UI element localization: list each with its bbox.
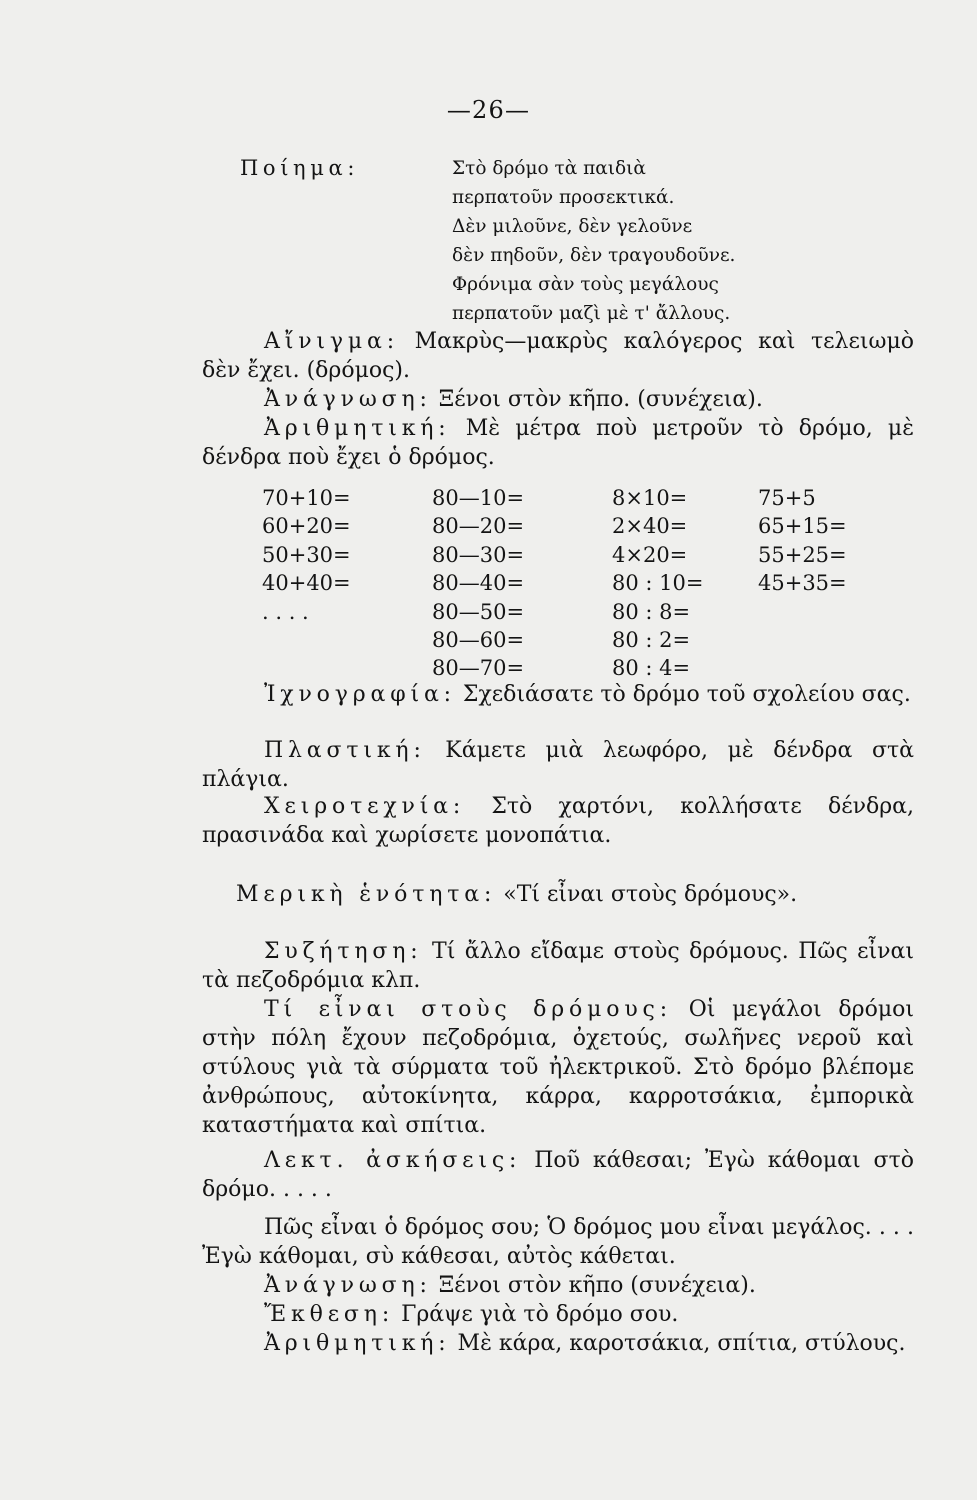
math-item: 4×20= [612,542,688,567]
poem-line: περπατοῦν προσεκτικά. [452,187,675,208]
poem-line: Δὲν μιλοῦνε, δὲν γελοῦνε [452,216,693,237]
poem-line: Στὸ δρόμο τὰ παιδιὰ [452,158,646,179]
poem-line: δὲν πηδοῦν, δὲν τραγουδοῦνε. [452,245,736,266]
math-column-subtraction [432,484,524,683]
arithmitiki2-label: Ἀριθμητική: [264,1331,451,1356]
ti-einai-paragraph [202,995,914,1140]
syzitisi-text: Τί ἄλλο εἴδαμε στοὺς δρόμους. Πῶς εἶναι τὰ πεζοδρόμια κλπ. [202,939,914,993]
math-item: 80—10= [432,486,525,510]
page-number: —26— [446,96,531,124]
poem-label: Ποίημα: [240,156,360,180]
math-item: 75+5 [758,486,816,510]
ekthesi-paragraph [202,1300,914,1329]
cheirotechnia-text: Στὸ χαρτόνι, κολλήσατε δένδρα, πρασινάδα καὶ χωρίσετε μονοπάτια. [202,794,914,848]
math-item: 80—30= [432,542,525,567]
ekthesi-label: Ἔκθεση: [264,1302,395,1327]
plastiki-label: Πλαστική: [264,738,426,763]
ti-einai-text: Οἱ μεγάλοι δρόμοι στὴν πόλη ἔχουν πεζοδρόμια, ὀχετούς, σωλῆνες νεροῦ καὶ στύλους γιὰ τὰ σύρματα τοῦ ἠλεκτρικοῦ. Στὸ δρόμο βλέπομε ἀνθρώπους, αὐτοκίνητα, κάρρα, καρροτσάκια, ἐμπορικὰ καταστήματα καὶ σπίτια. [202,997,914,1138]
arithmitiki2-paragraph [202,1329,914,1358]
meriki-label: Μερικὴ ἑνότητα: [236,882,497,907]
ti-einai-label: Τί εἶναι στοὺς δρόμους: [264,997,672,1022]
syzitisi-label: Συζήτηση: [264,939,423,964]
cheirotechnia-label: Χειροτεχνία: [264,794,466,819]
math-item: 2×40= [612,514,688,539]
math-item: 80—50= [432,599,525,624]
ainigma-paragraph [202,327,914,385]
arithmitiki-paragraph [202,414,914,472]
cheirotechnia-paragraph [202,792,914,850]
math-item: 80 : 2= [612,627,691,652]
math-item: 80 : 8= [612,599,691,624]
arithmitiki-label: Ἀριθμητική: [264,416,451,441]
anagnosi-paragraph [202,385,914,414]
ainigma-label: Αἴνιγμα: [264,329,399,354]
math-item: 80—40= [432,571,525,596]
arithmitiki-text: Μὲ μέτρα ποὺ μετροῦν τὸ δρόμο, μὲ δένδρα ποὺ ἔχει ὁ δρόμος. [202,416,914,470]
poem-line: περπατοῦν μαζὶ μὲ τ' ἄλλους. [452,303,731,324]
math-item: 80—70= [432,656,525,681]
lekt-paragraph [202,1146,914,1204]
math-column-addition-2 [758,484,847,598]
math-item: 60+20= [262,514,351,539]
syzitisi-paragraph [202,937,914,995]
poem-text [452,154,735,328]
meriki-text: «Τί εἶναι στοὺς δρόμους». [496,882,798,907]
pos-einai-text: Πῶς εἶναι ὁ δρόμος σου; Ὁ δρόμος μου εἶναι μεγάλος. . . . Ἐγὼ κάθομαι, σὺ κάθεσαι, αὐτὸς κάθεται. [202,1215,914,1269]
math-item: 80 : 10= [612,571,704,596]
lekt-text: Ποῦ κάθεσαι; Ἐγὼ κάθομαι στὸ δρόμο. . . . . [202,1148,914,1202]
anagnosi-text: Ξένοι στὸν κῆπο. (συνέχεια). [431,387,763,412]
ichnografia-paragraph [202,680,914,709]
pos-einai-paragraph [202,1213,914,1271]
math-item: 40+40= [262,571,351,596]
math-item: 45+35= [758,571,847,596]
poem-line: Φρόνιμα σὰν τοὺς μεγάλους [452,274,719,295]
ichnografia-text: Σχεδιάσατε τὸ δρόμο τοῦ σχολείου σας. [455,682,911,707]
math-item: 8×10= [612,486,688,510]
math-column-addition [262,484,351,626]
anagnosi-label: Ἀνάγνωση: [264,387,432,412]
math-item: 80—60= [432,627,525,652]
ekthesi-text: Γράψε γιὰ τὸ δρόμο σου. [394,1302,679,1327]
meriki-paragraph [236,880,916,909]
math-column-mult-div [612,484,703,683]
lekt-label: Λεκτ. ἀσκήσεις: [264,1148,522,1173]
math-item: 50+30= [262,542,351,567]
plastiki-text: Κάμετε μιὰ λεωφόρο, μὲ δένδρα στὰ πλάγια. [202,738,914,792]
anagnosi2-paragraph [202,1271,914,1300]
math-item: 70+10= [262,486,351,510]
math-item: 55+25= [758,542,847,567]
plastiki-paragraph [202,736,914,794]
anagnosi2-text: Ξένοι στὸν κῆπο (συνέχεια). [431,1273,756,1298]
math-item: 65+15= [758,514,847,539]
math-item: 80—20= [432,514,525,539]
math-item: 80 : 4= [612,656,691,681]
anagnosi2-label: Ἀνάγνωση: [264,1273,432,1298]
math-item: . . . . [262,599,309,624]
ichnografia-label: Ἰχνογραφία: [264,682,456,707]
ainigma-text: Μακρὺς—μακρὺς καλόγερος καὶ τελειωμὸ δὲν ἔχει. (δρόμος). [202,329,914,383]
arithmitiki2-text: Μὲ κάρα, καροτσάκια, σπίτια, στύλους. [450,1331,906,1356]
